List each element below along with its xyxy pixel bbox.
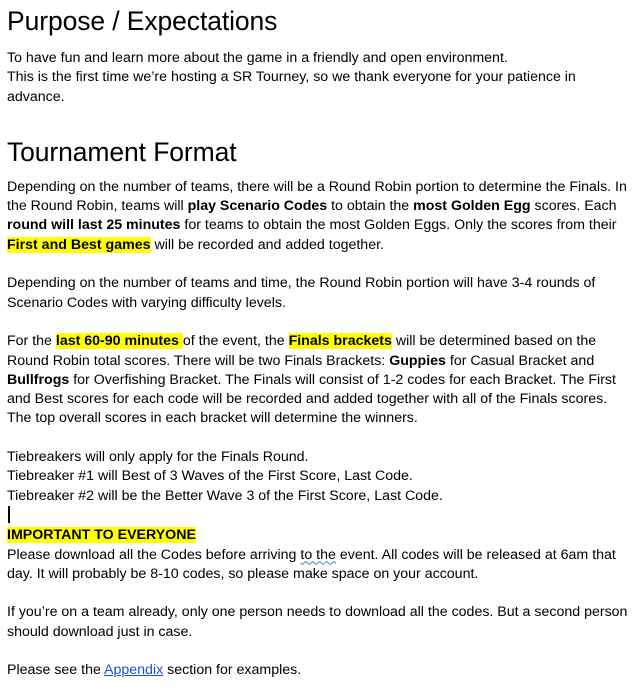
text-run: For the [7, 333, 56, 350]
tournament-format-heading: Tournament Format [7, 136, 237, 167]
team-note-paragraph: If you’re on a team already, only one person needs to download all the codes. But a second person should download just in case. [7, 604, 628, 640]
text-run: section for examples. [163, 662, 302, 679]
rounds-paragraph: Depending on the number of teams and time, the Round Robin portion will have 3-4 rounds of Scenario Codes with varying difficulty levels. [7, 275, 596, 311]
appendix-link[interactable]: Appendix [104, 662, 164, 679]
highlighted-bold-run: last 60-90 minutes [55, 333, 183, 350]
appendix-paragraph [7, 661, 630, 680]
text-run: of the event, the [182, 333, 289, 350]
grammar-suggestion[interactable]: to the [300, 546, 336, 563]
text-run: scores. Each [530, 198, 617, 215]
text-run: Please see the [7, 662, 105, 679]
text-run: for Overfishing Bracket. The Finals will consist of 1-2 codes for each Bracket. The First and Best scores for each code will be recorded and added together with all of the Finals scores. The top overall scores in each bracket will determine the winners. [7, 371, 616, 427]
text-run: will be determined based on the Round Robin total scores. There will be two Finals Brackets: [7, 333, 597, 369]
text-run: Depending on the number of teams, there will be a Round Robin portion to determine the Finals. In the Round Robin, teams will [7, 178, 627, 215]
bold-run: play Scenario Codes [187, 198, 328, 215]
tiebreaker-line: Tiebreakers will only apply for the Finals Round. [7, 449, 309, 466]
purpose-line-1: To have fun and learn more about the game in a friendly and open environment. [7, 50, 508, 66]
bold-run: Bullfrogs [7, 371, 70, 388]
tiebreaker-line: Tiebreaker #1 will Best of 3 Waves of the First Score, Last Code. [7, 468, 413, 485]
text-run: for Casual Bracket and [445, 352, 595, 369]
round-robin-paragraph [7, 178, 630, 255]
purpose-heading: Purpose / Expectations [7, 6, 278, 36]
purpose-paragraph [7, 49, 630, 107]
text-run: will be recorded and added together. [150, 236, 384, 253]
text-run: for teams to obtain the most Golden Eggs. Only the scores from their [180, 217, 617, 234]
highlighted-bold-run: Finals brackets [288, 333, 392, 350]
highlighted-bold-run: First and Best games [7, 236, 151, 253]
bold-run: round will last 25 minutes [7, 217, 181, 234]
purpose-line-2: This is the first time we’re hosting a SR Tourney, so we thank everyone for your patience in advance. [7, 69, 576, 105]
bold-run: most Golden Egg [413, 198, 531, 215]
text-run: Please download all the Codes before arriving [7, 546, 301, 563]
text-run: to obtain the [327, 198, 414, 215]
text-cursor[interactable] [8, 506, 10, 523]
bold-run: Guppies [389, 352, 446, 369]
tiebreaker-line: Tiebreaker #2 will be the Better Wave 3 of the First Score, Last Code. [7, 487, 443, 504]
tiebreakers-paragraph [7, 448, 630, 584]
important-label: IMPORTANT TO EVERYONE [7, 527, 196, 544]
finals-paragraph [7, 332, 630, 428]
text-run: event. All codes will be released at 6am that day. It will probably be 8-10 codes, so please make space on your account. [7, 546, 616, 582]
